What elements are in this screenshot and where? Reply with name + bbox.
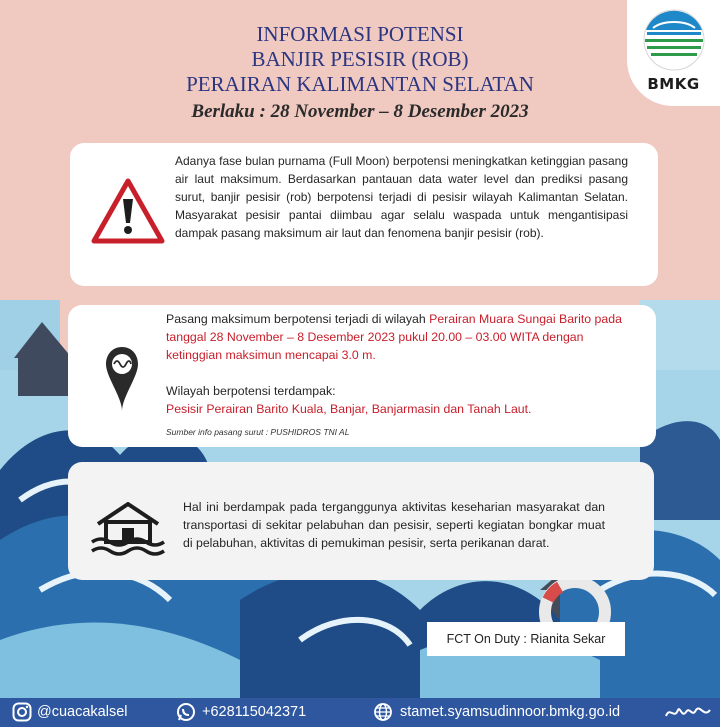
- instagram-icon: [12, 702, 32, 722]
- instagram-handle[interactable]: @cuacakalsel: [37, 704, 128, 720]
- duty-officer-box: FCT On Duty : Rianita Sekar: [427, 622, 625, 656]
- signature-icon: [664, 704, 712, 722]
- validity-period: Berlaku : 28 November – 8 Desember 2023: [191, 101, 529, 122]
- whatsapp-icon: [176, 702, 196, 722]
- warning-card: [70, 143, 658, 286]
- globe-icon: [373, 702, 393, 722]
- map-pin-wave-icon: [105, 345, 139, 413]
- affected-label: Wilayah berpotensi terdampak:: [166, 384, 336, 398]
- website-link[interactable]: stamet.syamsudinnoor.bmkg.go.id: [400, 704, 621, 720]
- flooded-house-icon: [90, 502, 166, 558]
- warning-text: Adanya fase bulan purnama (Full Moon) berpotensi meningkatkan ketinggian pasang air laut maksimum. Berdasarkan pantauan data water level dan prediksi pasang surut, banjir pesisir (rob) berpotensi terjadi di pesisir wilayah Kalimantan Selatan. Masyarakat pesisir pantai diimbau agar selalu waspada untuk mengantisipasi dampak pasang maksimum air laut dan fenomena banjir pesisir (rob).: [175, 154, 628, 240]
- bmkg-logo: [627, 0, 720, 106]
- title-line-3: PERAIRAN KALIMANTAN SELATAN: [186, 72, 534, 96]
- impact-card: [68, 462, 654, 580]
- title-line-1: INFORMASI POTENSI: [256, 22, 464, 46]
- tide-highlight-text: Perairan Muara Sungai Barito pada tanggal 28 November – 8 Desember 2023 pukul 20.00 – 03.00 WITA dengan ketinggian maksimun mencapai 3.0 m.: [166, 312, 622, 362]
- data-source: Sumber info pasang surut : PUSHIDROS TNI AL: [166, 427, 350, 437]
- tide-info-card: [68, 305, 656, 447]
- impact-text: Hal ini berdampak pada terganggunya aktivitas keseharian masyarakat dan transportasi di sekitar pelabuhan dan pesisir, seperti kegiatan bongkar muat di pelabuhan, aktivitas di pemukiman pesisir, serta perikanan darat.: [183, 500, 605, 550]
- bmkg-logo-text: BMKG: [647, 75, 700, 93]
- title-line-2: BANJIR PESISIR (ROB): [251, 47, 469, 71]
- tide-intro-text: Pasang maksimum berpotensi terjadi di wilayah: [166, 312, 430, 326]
- phone-number[interactable]: +628115042371: [202, 704, 307, 720]
- footer-bar: [0, 698, 720, 727]
- tide-text: [166, 310, 636, 418]
- affected-areas: Pesisir Perairan Barito Kuala, Banjar, Banjarmasin dan Tanah Laut.: [166, 402, 532, 416]
- bmkg-emblem-icon: [639, 8, 709, 72]
- page-title: [150, 22, 570, 126]
- warning-triangle-icon: [90, 177, 166, 245]
